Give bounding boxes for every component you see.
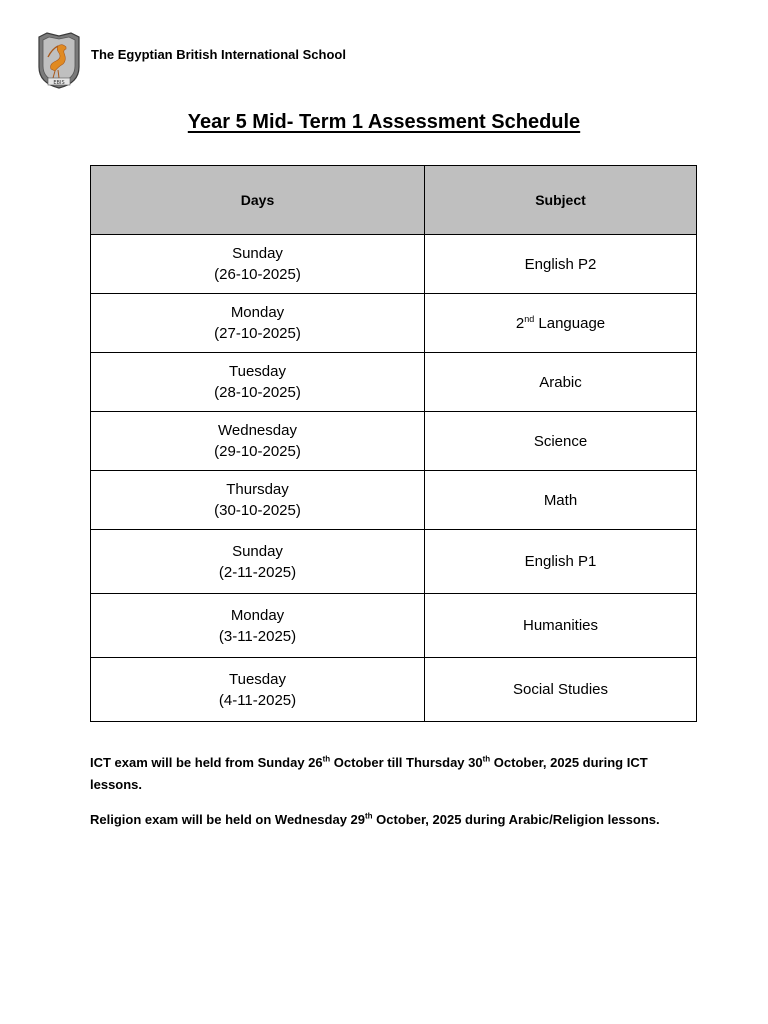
ordinal-suffix: nd xyxy=(524,313,535,324)
note-text: October, 2025 during ICT lessons. xyxy=(90,755,652,792)
subject-cell: Math xyxy=(425,471,697,530)
day-cell xyxy=(91,294,425,353)
day-cell xyxy=(91,530,425,594)
note-text: October till Thursday 30 xyxy=(330,755,483,770)
subject-text: Language xyxy=(534,314,606,332)
table-row xyxy=(91,530,697,594)
ibis-crest-icon xyxy=(36,31,82,89)
day-cell xyxy=(91,594,425,658)
day-date: (3-11-2025) xyxy=(218,627,297,645)
note-text: ICT exam will be held from Sunday 26 xyxy=(90,755,323,770)
ordinal-suffix: th xyxy=(482,754,491,764)
day-cell xyxy=(91,235,425,294)
table-header-row xyxy=(91,166,697,235)
day-name: Sunday xyxy=(232,542,283,560)
day-cell xyxy=(91,412,425,471)
ordinal-suffix: th xyxy=(322,754,331,764)
assessment-schedule-table xyxy=(90,165,697,722)
day-name: Monday xyxy=(230,606,285,624)
school-logo xyxy=(36,31,82,89)
subject-cell: English P2 xyxy=(425,235,697,294)
column-header-subject: Subject xyxy=(425,166,697,235)
subject-cell: Science xyxy=(425,412,697,471)
day-date: (28-10-2025) xyxy=(214,384,301,401)
column-header-days: Days xyxy=(91,166,425,235)
school-name: The Egyptian British International School xyxy=(91,47,346,62)
day-date: (27-10-2025) xyxy=(214,325,301,342)
day-name: Wednesday xyxy=(218,422,297,439)
day-name: Tuesday xyxy=(229,363,286,380)
day-date: (4-11-2025) xyxy=(218,691,297,709)
note-text: Religion exam will be held on Wednesday 29 xyxy=(90,812,365,827)
page-title: Year 5 Mid- Term 1 Assessment Schedule xyxy=(187,111,581,133)
day-date: (26-10-2025) xyxy=(214,266,301,283)
logo-text: EBIS xyxy=(53,80,65,86)
day-name: Monday xyxy=(230,304,285,321)
table-row xyxy=(91,294,697,353)
table-row xyxy=(91,658,697,722)
table-row xyxy=(91,235,697,294)
day-name: Tuesday xyxy=(229,670,286,688)
day-name: Thursday xyxy=(226,481,289,498)
ordinal-suffix: th xyxy=(365,811,373,821)
subject-cell: English P1 xyxy=(425,530,697,594)
notes-section xyxy=(90,752,690,844)
table-row xyxy=(91,594,697,658)
day-date: (29-10-2025) xyxy=(214,443,301,460)
day-cell xyxy=(91,658,425,722)
day-date: (30-10-2025) xyxy=(214,502,301,519)
subject-cell xyxy=(425,294,697,353)
religion-exam-note xyxy=(90,809,690,831)
day-cell xyxy=(91,353,425,412)
day-name: Sunday xyxy=(232,245,283,262)
day-cell xyxy=(91,471,425,530)
subject-cell: Arabic xyxy=(425,353,697,412)
note-text: October, 2025 during Arabic/Religion lessons. xyxy=(372,812,660,827)
table-row xyxy=(91,471,697,530)
ict-exam-note xyxy=(90,752,690,796)
subject-cell: Social Studies xyxy=(425,658,697,722)
subject-ordinal: 2 xyxy=(515,314,525,332)
day-date: (2-11-2025) xyxy=(218,563,297,581)
table-row xyxy=(91,353,697,412)
table-row xyxy=(91,412,697,471)
subject-cell: Humanities xyxy=(425,594,697,658)
